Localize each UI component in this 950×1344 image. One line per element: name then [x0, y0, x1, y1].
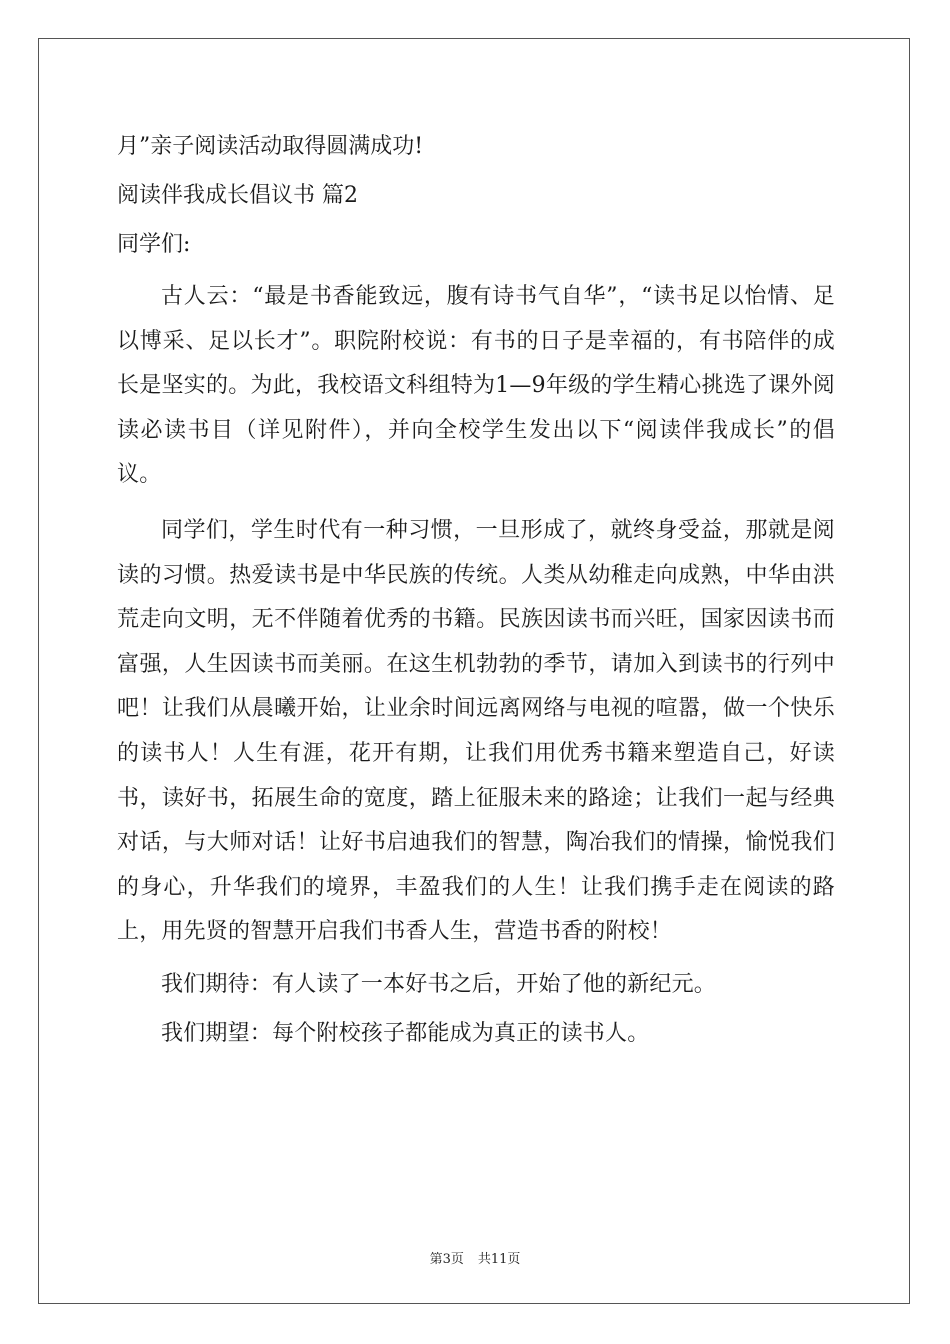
- paragraph-expectation: 我们期待：有人读了一本好书之后，开始了他的新纪元。: [161, 971, 717, 997]
- page-footer: [0, 1248, 950, 1267]
- paragraph-intro: 古人云：“最是书香能致远，腹有诗书气自华”，“读书足以怡情、足以博采、足以长才”。职院附校说：有书的日子是幸福的，有书陪伴的成长是坚实的。为此，我校语文科组特为1—9年级的学生精心挑选了课外阅读必读书目（详见附件），并向全校学生发出以下“阅读伴我成长”的倡议。: [117, 284, 835, 488]
- continuation-line: 月”亲子阅读活动取得圆满成功!: [117, 134, 424, 159]
- section-title: 阅读伴我成长倡议书 篇2: [117, 183, 358, 208]
- paragraph-hope: 我们期望：每个附校孩子都能成为真正的读书人。: [161, 1020, 650, 1046]
- paragraph-main: 同学们，学生时代有一种习惯，一旦形成了，就终身受益，那就是阅读的习惯。热爱读书是中华民族的传统。人类从幼稚走向成熟，中华由洪荒走向文明，无不伴随着优秀的书籍。民族因读书而兴旺，国家因读书而富强，人生因读书而美丽。在这生机勃勃的季节，请加入到读书的行列中吧！让我们从晨曦开始，让业余时间远离网络与电视的喧嚣，做一个快乐的读书人！人生有涯，花开有期，让我们用优秀书籍来塑造自己，好读书，读好书，拓展生命的宽度，踏上征服未来的路途；让我们一起与经典对话，与大师对话！让好书启迪我们的智慧，陶冶我们的情操，愉悦我们的身心，升华我们的境界，丰盈我们的人生！让我们携手走在阅读的路上，用先贤的智慧开启我们书香人生，营造书香的附校！: [117, 517, 835, 945]
- document-body: [117, 128, 835, 1064]
- salutation: 同学们:: [117, 232, 191, 257]
- page-total: 共11页: [477, 1252, 521, 1267]
- page-number: 第3页: [429, 1252, 464, 1267]
